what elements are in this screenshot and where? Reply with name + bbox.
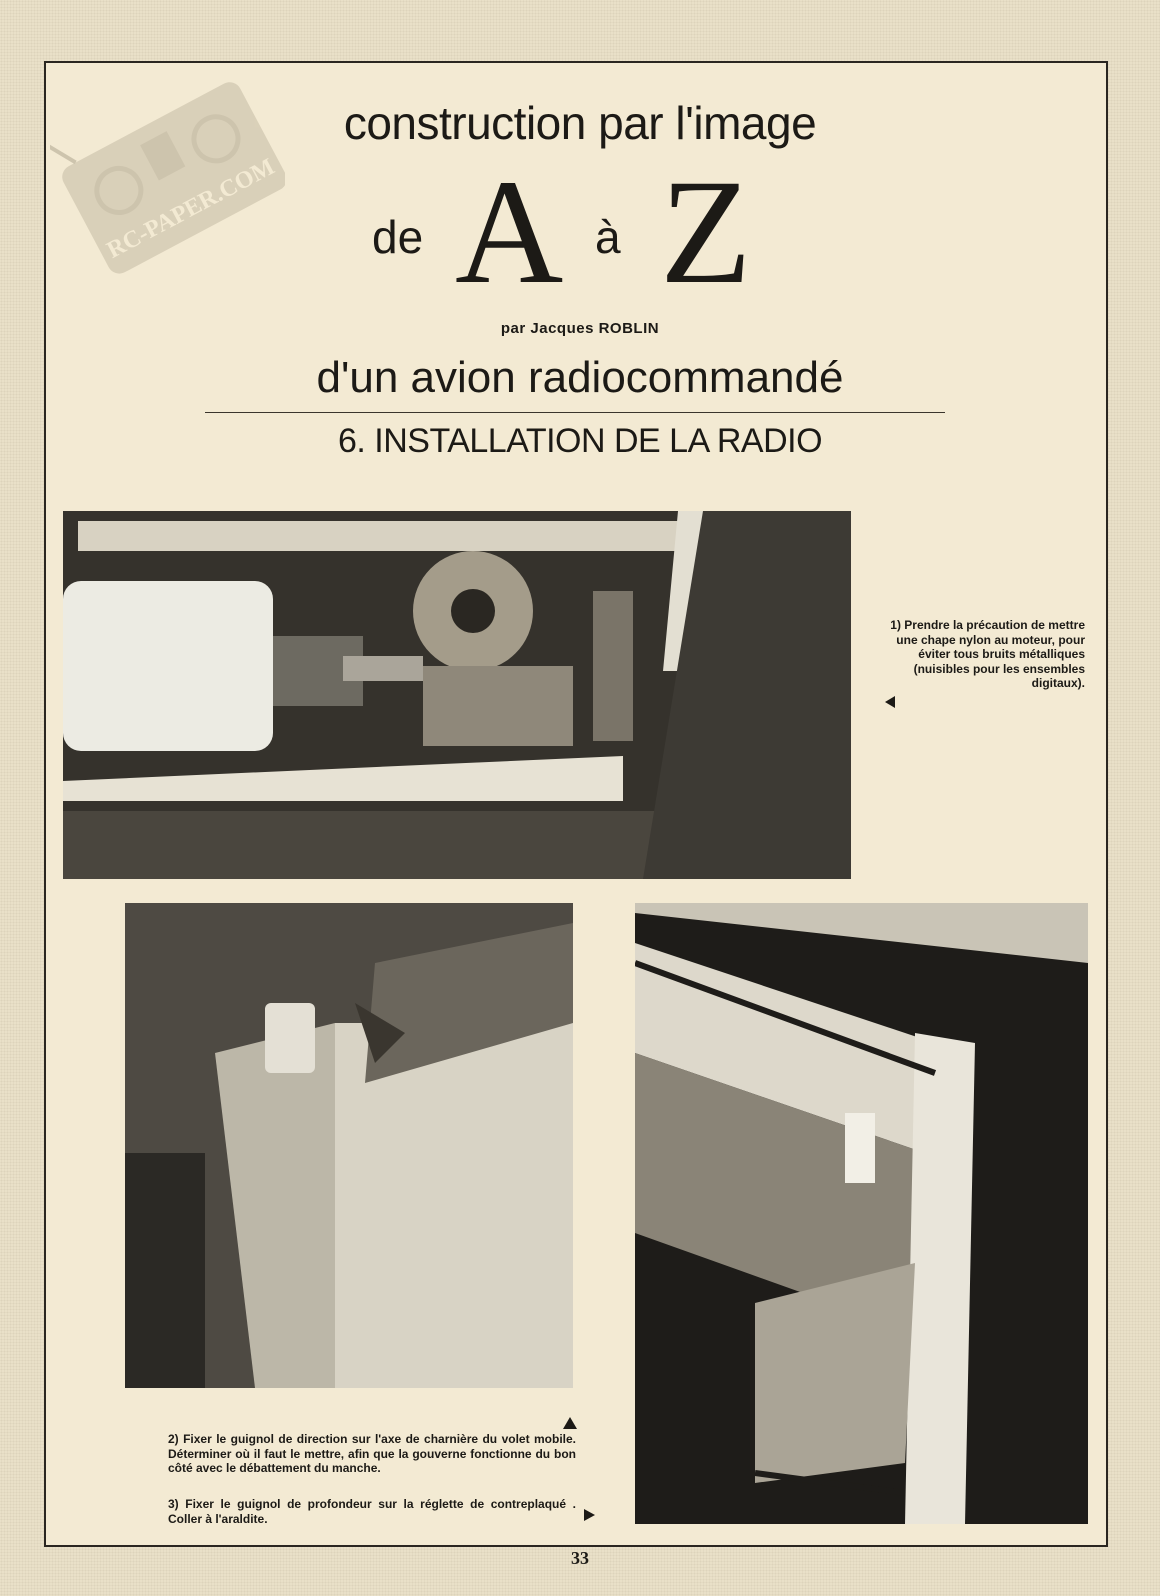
page-number: 33	[571, 1548, 589, 1568]
title-a-to-z	[360, 149, 800, 315]
caption-3: 3) Fixer le guignol de profondeur sur la réglette de contreplaqué . Coller à l'araldite.	[168, 1497, 576, 1526]
title-line-1: construction par l'image	[343, 97, 817, 149]
title-de: de	[372, 211, 424, 263]
arrow-right-icon	[584, 1509, 595, 1521]
author-byline: par Jacques ROBLIN	[500, 320, 660, 337]
photo-rudder-horn	[125, 903, 573, 1388]
title-a-grave: à	[595, 211, 621, 263]
section-title: 6. INSTALLATION DE LA RADIO	[337, 422, 823, 460]
arrow-up-icon	[563, 1417, 577, 1429]
arrow-left-icon	[885, 696, 895, 708]
caption-2: 2) Fixer le guignol de direction sur l'axe de charnière du volet mobile. Déterminer où il faut le mettre, afin que la gouverne fonctionne du bon côté avec le débattement du manche.	[168, 1432, 576, 1475]
photo-elevator-horn	[635, 903, 1088, 1524]
title-line-2: d'un avion radiocommandé	[316, 353, 844, 402]
title-letter-z: Z	[660, 149, 752, 315]
title-divider	[205, 412, 945, 413]
rc-paper-watermark	[50, 60, 285, 275]
watermark-text: RC-PAPER.COM	[102, 153, 279, 264]
caption-1: 1) Prendre la précaution de mettre une chape nylon au moteur, pour éviter tous bruits métalliques (nuisibles pour les ensembles digitaux).	[890, 618, 1085, 690]
photo-engine-tank	[63, 511, 851, 879]
title-letter-a: A	[455, 149, 564, 315]
